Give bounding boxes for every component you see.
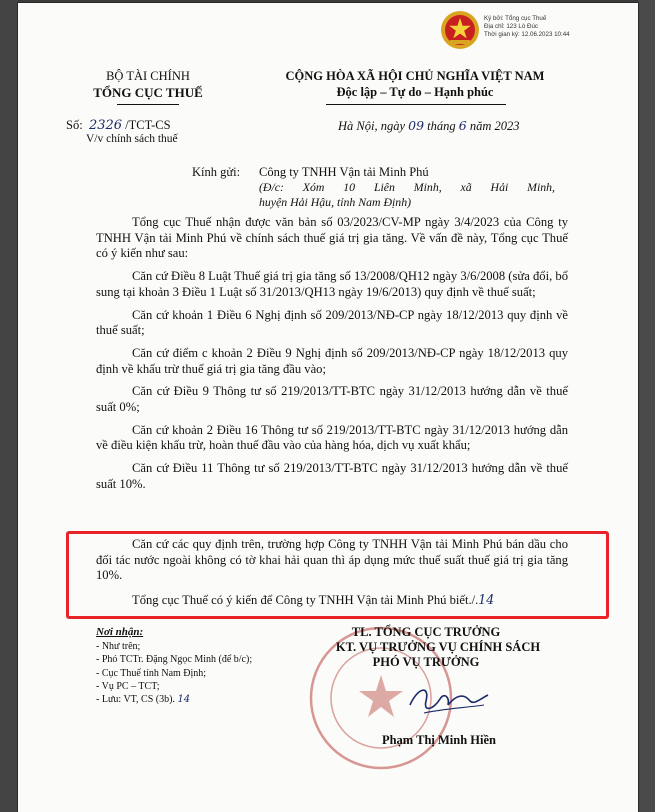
paragraph-conclusion: Căn cứ các quy định trên, trường hợp Công ty TNHH Vận tải Minh Phú bán dầu cho đối tác nước ngoài không có tờ khai hải quan thì áp dụng mức thuế suất thuế giá trị gia tăng 10%. bbox=[96, 537, 568, 583]
date-mid: tháng bbox=[427, 119, 456, 133]
closing-text: Tổng cục Thuế có ý kiến để Công ty TNHH Vận tải Minh Phú biết./. bbox=[132, 593, 479, 607]
motto-underline bbox=[326, 104, 506, 105]
document-subject: V/v chính sách thuế bbox=[86, 133, 178, 145]
doc-no-prefix: Số: bbox=[66, 118, 83, 132]
paragraph-basis-5: Căn cứ khoản 2 Điều 16 Thông tư số 219/2013/TT-BTC ngày 31/12/2013 hướng dẫn về điều kiện khấu trừ, hoàn thuế đầu vào của hàng hóa, dịch vụ xuất khẩu; bbox=[96, 422, 568, 453]
signature-signer: Ký bởi: Tổng cục Thuế bbox=[484, 15, 547, 22]
signature-line-2: KT. VỤ TRƯỞNG VỤ CHÍNH SÁCH bbox=[335, 640, 541, 654]
paragraph-basis-4: Căn cứ Điều 9 Thông tư số 219/2013/TT-BTC ngày 31/12/2013 hướng dẫn về thuế suất 0%; bbox=[96, 384, 568, 415]
recipients-title: Nơi nhận: bbox=[96, 626, 144, 638]
document-date bbox=[338, 118, 520, 134]
highlight-box bbox=[66, 531, 609, 619]
national-motto: Độc lập – Tự do – Hạnh phúc bbox=[336, 85, 494, 99]
signature-address: Địa chỉ: 123 Lò Đúc bbox=[484, 23, 538, 30]
recipient-item: - Phó TCTr. Đặng Ngọc Minh (để b/c); bbox=[96, 654, 253, 666]
recipient-item: - Như trên; bbox=[96, 641, 141, 653]
document-body bbox=[96, 215, 568, 500]
recipient-item bbox=[96, 693, 252, 706]
date-prefix: Hà Nội, ngày bbox=[338, 119, 406, 133]
recipient-address-line1: (Đ/c: Xóm 10 Liên Minh, xã Hải Minh, bbox=[259, 180, 555, 194]
handwritten-signature-icon bbox=[404, 675, 494, 725]
signer-name: Phạm Thị Minh Hiền bbox=[381, 733, 497, 747]
department-name: TỔNG CỤC THUẾ bbox=[93, 85, 203, 100]
viewer-left-frame bbox=[0, 0, 18, 812]
closing-handwritten: 14 bbox=[478, 592, 495, 607]
document-number bbox=[66, 118, 171, 133]
republic-title: CỘNG HÒA XÃ HỘI CHỦ NGHĨA VIỆT NAM bbox=[285, 69, 545, 83]
date-day: 09 bbox=[408, 118, 425, 133]
date-suffix: năm 2023 bbox=[469, 119, 520, 133]
recipients-list bbox=[96, 626, 252, 706]
paragraph-intro: Tổng cục Thuế nhận được văn bản số 03/2023/CV-MP ngày 3/4/2023 của Công ty TNHH Vận tải Minh Phú về chính sách thuế giá trị gia tăng. Về vấn đề này, Tổng cục Thuế có ý kiến như sau: bbox=[96, 215, 568, 261]
recipient-item-text: - Lưu: VT, CS (3b). bbox=[96, 694, 175, 706]
paragraph-basis-3: Căn cứ điểm c khoản 2 Điều 9 Nghị định số 209/2013/NĐ-CP ngày 18/12/2013 quy định về khấu trừ thuế giá trị gia tăng đầu vào; bbox=[96, 345, 568, 376]
doc-no-suffix: /TCT-CS bbox=[125, 118, 171, 132]
digital-signature-info bbox=[484, 15, 570, 39]
recipients-handwritten: 14 bbox=[177, 694, 191, 706]
date-month: 6 bbox=[458, 118, 467, 133]
recipient-item: - Vụ PC – TCT; bbox=[96, 680, 160, 692]
signature-line-1: TL. TỔNG CỤC TRƯỞNG bbox=[351, 625, 501, 639]
paragraph-basis-6: Căn cứ Điều 11 Thông tư số 219/2013/TT-BTC ngày 31/12/2013 hướng dẫn về thuế suất 10%. bbox=[96, 461, 568, 491]
ministry-name: BỘ TÀI CHÍNH bbox=[106, 69, 190, 83]
signature-time: Thời gian ký: 12.06.2023 10:44 bbox=[484, 31, 570, 38]
recipient-label: Kính gửi: bbox=[192, 165, 241, 179]
doc-no-handwritten: 2326 bbox=[88, 118, 123, 133]
paragraph-basis-1: Căn cứ Điều 8 Luật Thuế giá trị gia tăng số 13/2008/QH12 ngày 3/6/2008 (sửa đổi, bổ sung tại khoản 3 Điều 1 Luật số 31/2013/QH13 ngày 19/6/2013) quy định về thuế suất; bbox=[96, 269, 568, 299]
department-underline bbox=[117, 104, 179, 105]
document-page bbox=[18, 3, 638, 812]
signature-line-3: PHÓ VỤ TRƯỞNG bbox=[372, 655, 480, 669]
viewer-right-frame bbox=[638, 0, 655, 812]
national-emblem-icon bbox=[440, 10, 480, 50]
recipient-item: - Cục Thuế tỉnh Nam Định; bbox=[96, 667, 207, 679]
paragraph-basis-2: Căn cứ khoản 1 Điều 6 Nghị định số 209/2013/NĐ-CP ngày 18/12/2013 quy định về thuế suất; bbox=[96, 307, 568, 338]
recipient-name: Công ty TNHH Vận tải Minh Phú bbox=[259, 165, 429, 179]
recipient-address-line2: huyện Hải Hậu, tỉnh Nam Định) bbox=[259, 195, 412, 209]
